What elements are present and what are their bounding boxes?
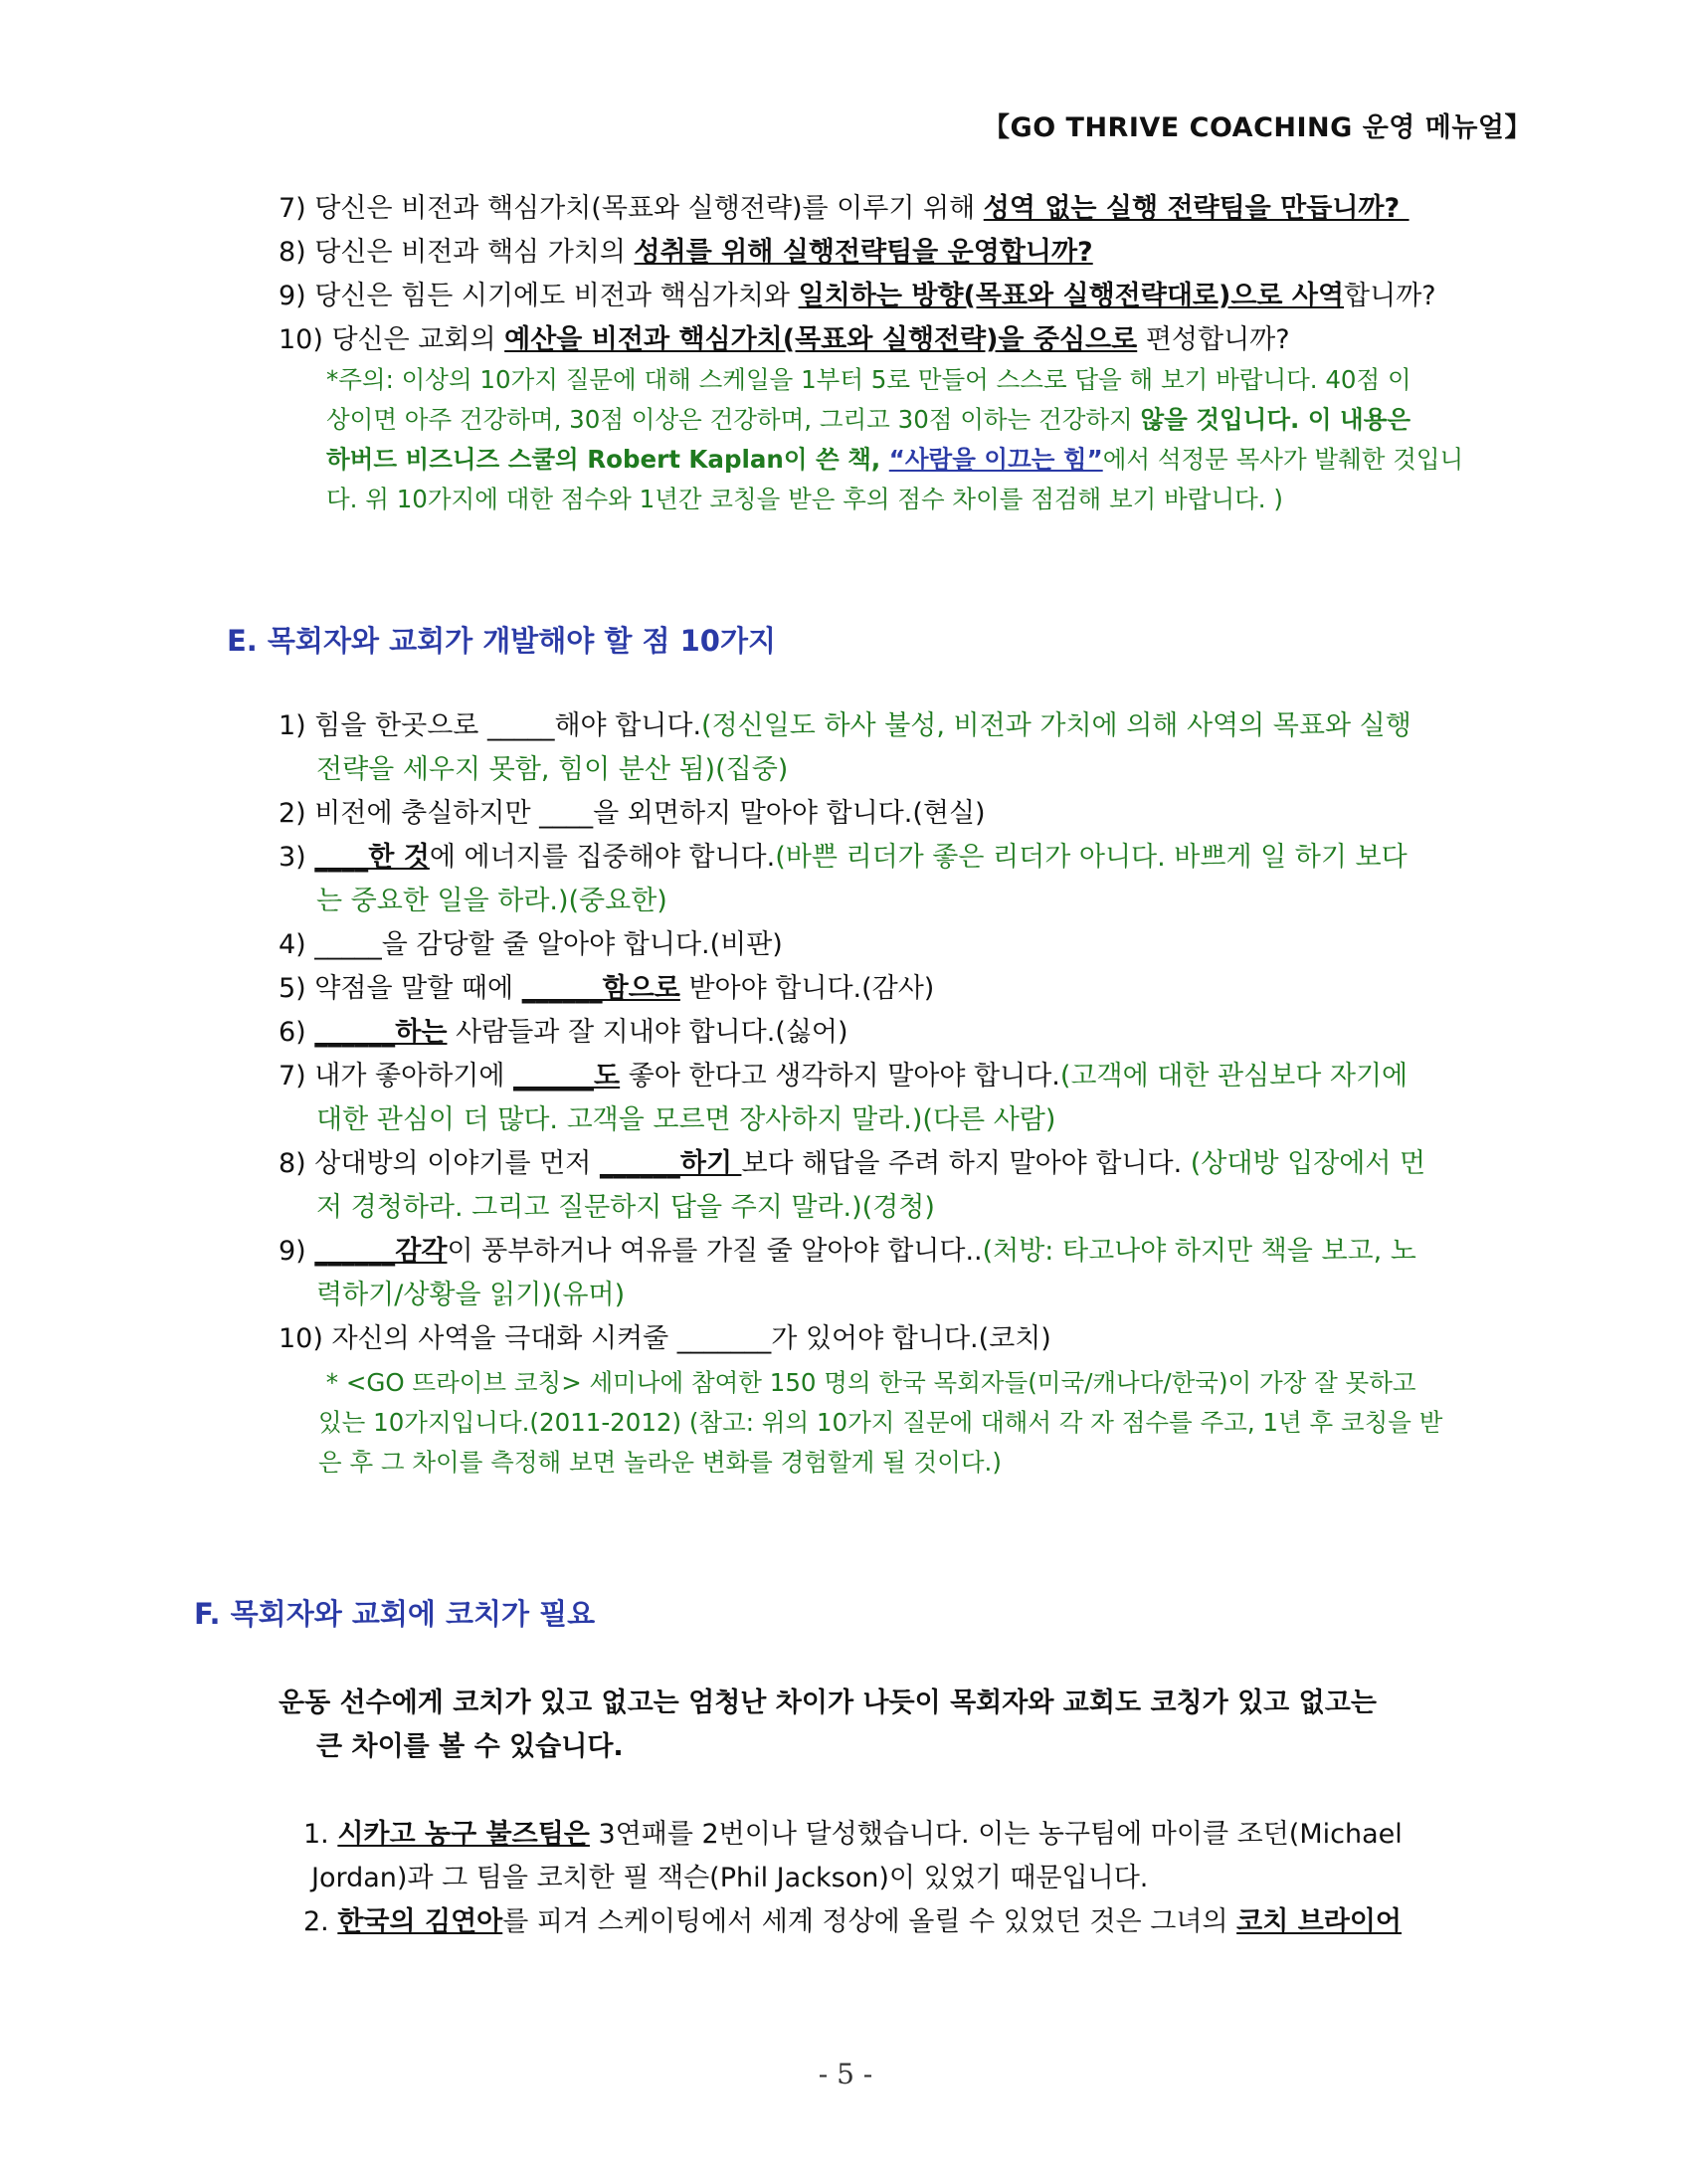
question-list (279, 187, 1532, 362)
list-item: 5) 약점을 말할 때에 ______함으로 받아야 합니다.(감사) (279, 973, 935, 1004)
section-e-title: E. 목회자와 교회가 개발해야 할 점 10가지 (227, 624, 776, 658)
list-item: 3) ____한 것 에 에너지를 집중해야 합니다. (바쁜 리더가 좋은 리더가 아니다. 바쁘게 일 하기 보다 (279, 842, 1408, 873)
list-item: 8) 상대방의 이야기를 먼저 ______하기 보다 해답을 주려 하지 말아야 합니다. (상대방 입장에서 먼 (279, 1148, 1426, 1179)
list-item: 10) 자신의 사역을 극대화 시켜줄 _______가 있어야 합니다.(코치) (279, 1323, 1051, 1354)
list-item: 2) 비전에 충실하지만 ____을 외면하지 말아야 합니다.(현실) (279, 798, 986, 829)
list-item: 1) 힘을 한곳으로 _____해야 합니다. (정신일도 하사 불성, 비전과 가치에 의해 사역의 목표와 실행 (279, 710, 1411, 741)
seminar-note: * <GO 뜨라이브 코칭> 세미나에 참여한 150 명의 한국 목회자들(미국/캐나다/한국)이 가장 잘 못하고 있는 10가지입니다.(2011-2012) (참고: 위의 10가지 질문에 대해서 각 자 점수를 주고, 1년 후 코칭을 받 은 후 그 차이를 측정해 보면 놀라운 변화를 경험할게 될 것이다.) (318, 1368, 1443, 1477)
question-8: 8) 당신은 비전과 핵심 가치의 성취를 위해 실행전략팀을 운영합니까? (279, 237, 1093, 268)
page-number: - 5 - (818, 2058, 873, 2090)
book-title: “사람을 이끄는 힘” (888, 445, 1103, 474)
intro-paragraph: 운동 선수에게 코치가 있고 없고는 엄청난 차이가 나듯이 목회자와 교회도 코칭가 있고 없고는 큰 차이를 볼 수 있습니다. (279, 1688, 1377, 1762)
development-points-list: 1) 힘을 한곳으로 _____해야 합니다. (정신일도 하사 불성, 비전과 가치에 의해 사역의 목표와 실행 전략을 세우지 못함, 힘이 분산 됨)(집중) 2) 비전에 충실하지만 ____을 외면하지 말아야 합니다.(현실) 3) ____한 것 에 에너지를 집중해야 합니다. (바쁜 리더가 좋은 리더가 아니다. 바쁘게 일 하기 보다 는 중요한 일을 하라.)(중요한) 4) _____을 감당할 줄 알아야 합니다.(비판) 5) 약점을 말할 때에 ______함으로 받아야 합니다.(감사) 6) ______하는 사람들과 잘 지내야 합니다.(싫어) 7) 내가 좋아하기에 ______도 좋아 한다고 생각하지 말아야 합니다. (고객에 대한 관심보다 자기에 대한 관심이 더 많다. 고객을 모르면 장사하지 말라.)(다른 사람) 8) 상대방의 이야기를 먼저 ______하기 보다 해답을 주려 하지 말아야 합니다. (상대방 입장에서 먼 저 경청하라. 그리고 질문하지 답을 주지 말라.)(경청) 9) ______감각 이 풍부하거나 여유를 가질 줄 알아야 합니다.. (처방: 타고나야 하지만 책을 보고, 노 력하기/상황을 읽기)(유머) 10) 자신의 사역을 극대화 시켜줄 _______가 있어야 합니다.(코치) (279, 704, 1532, 1361)
list-item: 4) _____을 감당할 줄 알아야 합니다.(비판) (279, 929, 783, 960)
question-7: 7) 당신은 비전과 핵심가치(목표와 실행전략)를 이루기 위해 성역 없는 실행 전략팀을 만듭니까? (279, 193, 1409, 224)
section-f-title: F. 목회자와 교회에 코치가 필요 (194, 1597, 596, 1631)
question-9: 9) 당신은 힘든 시기에도 비전과 핵심가치와 일치하는 방향(목표와 실행전략대로)으로 사역 합니까? (279, 281, 1436, 311)
list-item: 6) ______하는 사람들과 잘 지내야 합니다.(싫어) (279, 1017, 848, 1048)
list-item: 1. 시카고 농구 불즈팀은 3연패를 2번이나 달성했습니다. 이는 농구팀에 마이클 조던(Michael (303, 1819, 1403, 1850)
question-10: 10) 당신은 교회의 예산을 비전과 핵심가치(목표와 실행전략)을 중심으로 편성합니까? (279, 324, 1290, 355)
list-item: 9) ______감각 이 풍부하거나 여유를 가질 줄 알아야 합니다.. (처방: 타고나야 하지만 책을 보고, 노 (279, 1236, 1416, 1267)
list-item: 2. 한국의 김연아 를 피겨 스케이팅에서 세계 정상에 올릴 수 있었던 것은 그녀의 코치 브라이어 (303, 1906, 1403, 1937)
list-item: 7) 내가 좋아하기에 ______도 좋아 한다고 생각하지 말아야 합니다. (고객에 대한 관심보다 자기에 (279, 1061, 1409, 1092)
scoring-note: *주의: 이상의 10가지 질문에 대해 스케일을 1부터 5로 만들어 스스로 답을 해 보기 바랍니다. 40점 이 상이면 아주 건강하며, 30점 이상은 건강하며, 그리고 30점 이하는 건강하지 않을 것입니다. 이 내용은 하버드 비즈니즈 스쿨의 Robert Kaplan이 쓴 책, “사람을 이끄는 힘” 에서 석정문 목사가 발췌한 것입니 다. 위 10가지에 대한 점수와 1년간 코칭을 받은 후의 점수 차이를 점검해 보기 바랍니다. ) (326, 365, 1464, 513)
coach-examples-list: 1. 시카고 농구 불즈팀은 3연패를 2번이나 달성했습니다. 이는 농구팀에 마이클 조던(Michael Jordan)과 그 팀을 코치한 필 잭슨(Phil Jackson)이 있었기 때문입니다. 2. 한국의 김연아 를 피겨 스케이팅에서 세계 정상에 올릴 수 있었던 것은 그녀의 코치 브라이어 (303, 1813, 1532, 1944)
page-header: 【GO THRIVE COACHING 운영 메뉴얼】 (983, 112, 1532, 143)
